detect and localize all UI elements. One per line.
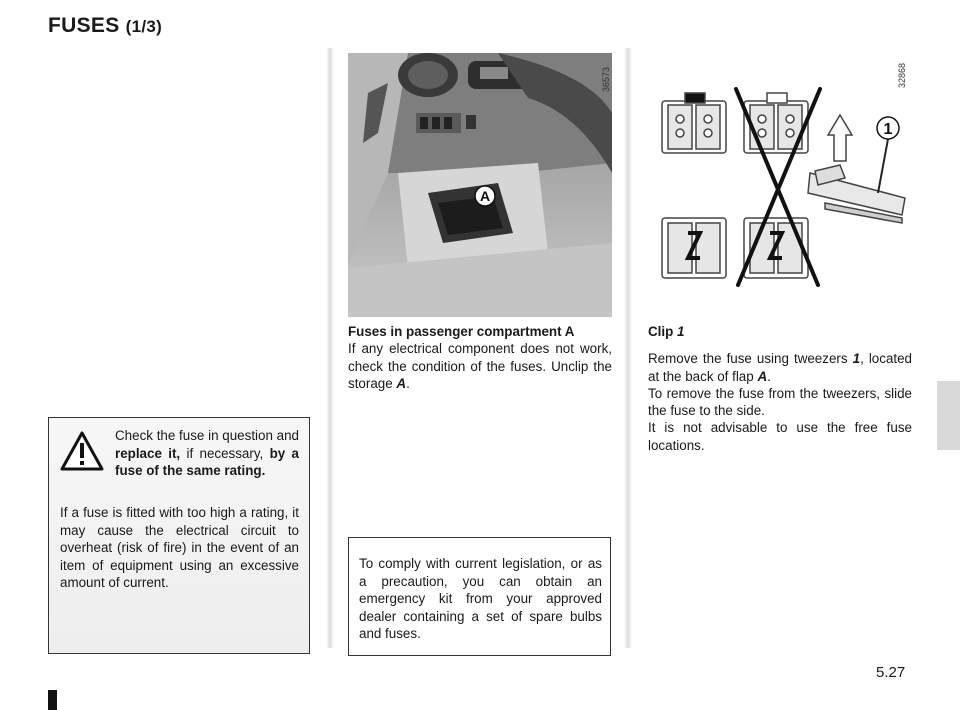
passenger-fuses-heading: Fuses in passenger compartment A	[348, 324, 575, 339]
warning-text-part: Check the fuse in question and	[115, 428, 299, 443]
warning-text-part: if necessary,	[180, 445, 270, 461]
fuse-correct-top	[662, 93, 726, 153]
passenger-fuses-section	[348, 323, 612, 392]
photo-label-a: A	[479, 188, 491, 204]
warning-triangle-icon	[60, 431, 104, 471]
clip-paragraph-3: It is not advisable to use the free fuse locations.	[648, 420, 912, 453]
dashboard-photo	[348, 53, 612, 317]
clip-heading-number: 1	[677, 324, 685, 339]
warning-box	[48, 417, 310, 654]
diagram-label-1: 1	[883, 121, 893, 138]
warning-emphasis: replace it,	[115, 445, 181, 461]
photo-reference-code: 36573	[601, 66, 611, 92]
fuse-tweezers	[808, 165, 905, 223]
title-part-indicator: (1/3)	[125, 17, 163, 36]
warning-instruction	[115, 427, 299, 480]
diagram-reference-code: 32868	[897, 62, 907, 88]
ref-a: A	[757, 368, 768, 384]
clip-paragraph-1	[648, 350, 912, 385]
upward-arrow-icon	[828, 115, 852, 161]
page-number: 5.27	[876, 664, 906, 681]
warning-risk-text: If a fuse is fitted with too high a rating, it may cause the electrical circuit to overheat (risk of fire) in the event of an item of equipment using an excessive amount of current.	[60, 505, 299, 590]
text-part: , located at the back of flap	[648, 351, 913, 384]
body-ref-a: A	[396, 375, 407, 391]
clip-heading	[648, 323, 912, 340]
title-text: FUSES	[48, 14, 120, 37]
body-text-part: If any electrical component does not work, check the condition of the fuses. Unclip the storage	[348, 341, 612, 391]
passenger-fuses-body	[348, 340, 612, 392]
corner-mark	[48, 690, 57, 710]
text-part: Remove the fuse using tweezers	[648, 351, 853, 367]
page-title	[48, 14, 162, 38]
legislation-note-box	[348, 537, 611, 656]
section-tab	[937, 381, 960, 450]
clip-heading-text: Clip	[648, 324, 678, 339]
clip-paragraph-2: To remove the fuse from the tweezers, slide the fuse to the side.	[648, 385, 912, 419]
legislation-note-text: To comply with current legislation, or as a precaution, you can obtain an emergency kit from your approved dealer containing a set of spare bulbs and fuses.	[359, 556, 602, 641]
column-divider-right	[624, 48, 632, 648]
fuse-correct-bottom	[662, 218, 726, 278]
column-divider-left	[326, 48, 334, 648]
clip-section	[648, 323, 912, 454]
ref-1: 1	[852, 351, 861, 367]
body-text-part: .	[406, 375, 410, 391]
warning-emphasis: by a fuse of the same rating.	[115, 445, 299, 478]
fuse-tweezers-diagram	[640, 53, 925, 303]
text-part: .	[767, 368, 771, 384]
